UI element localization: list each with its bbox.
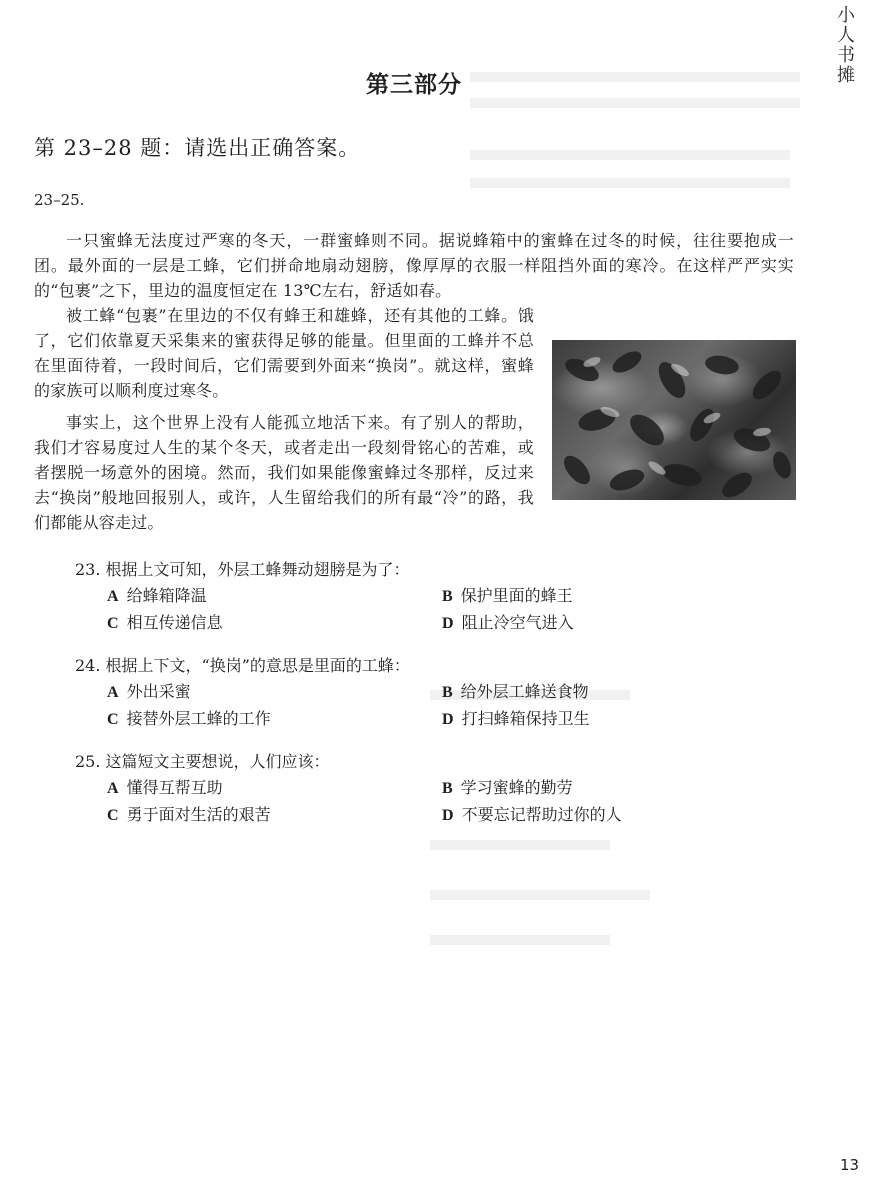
options [107,679,702,733]
passage-paragraph-1: 一只蜜蜂无法度过严寒的冬天，一群蜜蜂则不同。据说蜂箱中的蜜蜂在过冬的时候，往往要抱成一团。最外面的一层是工蜂，它们拼命地扇动翅膀，像厚厚的衣服一样阻挡外面的寒冷。在这样严严实实的“包裹”之下，里边的温度恒定在 13℃左右，舒适如春。 [34,231,794,300]
bleed-through-mark [430,890,650,900]
option-text: 保护里面的蜂王 [460,586,573,605]
option-d[interactable] [442,706,702,733]
watermark-char: 人 [837,25,855,46]
bees-cluster-illustration [552,340,796,500]
watermark [834,6,858,86]
options [107,775,702,829]
bees-photo [552,340,796,500]
option-text: 勇于面对生活的艰苦 [126,805,271,824]
option-letter: D [442,807,454,824]
option-letter: A [107,588,119,605]
question-25 [75,749,702,829]
option-text: 懂得互帮互助 [126,778,223,797]
question-stem: 24. 根据上下文，“换岗”的意思是里面的工蜂： [75,656,410,675]
option-c[interactable] [107,706,442,733]
option-text: 阻止冷空气进入 [461,613,574,632]
page-number: 13 [840,1156,860,1174]
option-c[interactable] [107,802,442,829]
passage-range: 23–25. [34,191,85,209]
option-letter: C [107,615,119,632]
option-d[interactable] [442,610,702,637]
option-text: 接替外层工蜂的工作 [126,709,271,728]
option-text: 打扫蜂箱保持卫生 [461,709,590,728]
option-letter: D [442,711,454,728]
bleed-through-mark [470,150,790,160]
option-text: 给外层工蜂送食物 [460,682,589,701]
option-c[interactable] [107,610,442,637]
option-d[interactable] [442,802,702,829]
option-a[interactable] [107,775,442,802]
option-letter: A [107,684,119,701]
watermark-char: 摊 [837,65,855,86]
question-23 [75,557,702,637]
question-24 [75,653,702,733]
option-letter: C [107,711,119,728]
option-letter: C [107,807,119,824]
instruction: 第 23–28 题：请选出正确答案。 [34,136,361,160]
bleed-through-mark [470,178,790,188]
bleed-through-mark [430,935,610,945]
bleed-through-mark [430,840,610,850]
options [107,583,702,637]
question-stem: 23. 根据上文可知，外层工蜂舞动翅膀是为了： [75,560,410,579]
section-title: 第三部分 [366,71,462,98]
option-b[interactable] [442,775,702,802]
option-a[interactable] [107,679,442,706]
bleed-through-mark [470,72,800,82]
watermark-char: 书 [837,45,855,66]
option-text: 给蜂箱降温 [126,586,207,605]
passage-paragraph-3: 事实上，这个世界上没有人能孤立地活下来。有了别人的帮助，我们才容易度过人生的某个冬天，或者走出一段刻骨铭心的苦难，或者摆脱一场意外的困境。然而，我们如果能像蜜蜂过冬那样，反过来去“换岗”般地回报别人，或许，人生留给我们的所有最“冷”的路，我们都能从容走过。 [34,413,534,532]
option-letter: B [442,588,453,605]
option-text: 不要忘记帮助过你的人 [461,805,622,824]
option-letter: B [442,684,453,701]
watermark-char: 小 [837,5,855,26]
option-a[interactable] [107,583,442,610]
option-letter: A [107,780,119,797]
option-letter: D [442,615,454,632]
option-text: 相互传递信息 [126,613,223,632]
option-b[interactable] [442,679,702,706]
option-text: 学习蜜蜂的勤劳 [460,778,573,797]
option-text: 外出采蜜 [126,682,191,701]
option-letter: B [442,780,453,797]
bleed-through-mark [470,98,800,108]
option-b[interactable] [442,583,702,610]
passage-paragraph-2-text: 被工蜂“包裹”在里边的不仅有蜂王和雄蜂，还有其他的工蜂。饿了，它们依靠夏天采集来的蜜获得足够的能量。但里面的工蜂并不总在里面待着，一段时间后，它们需要到外面来“换岗”。就这样，蜜蜂的家族可以顺利度过寒冬。 [34,306,534,400]
question-stem: 25. 这篇短文主要想说，人们应该： [75,752,330,771]
